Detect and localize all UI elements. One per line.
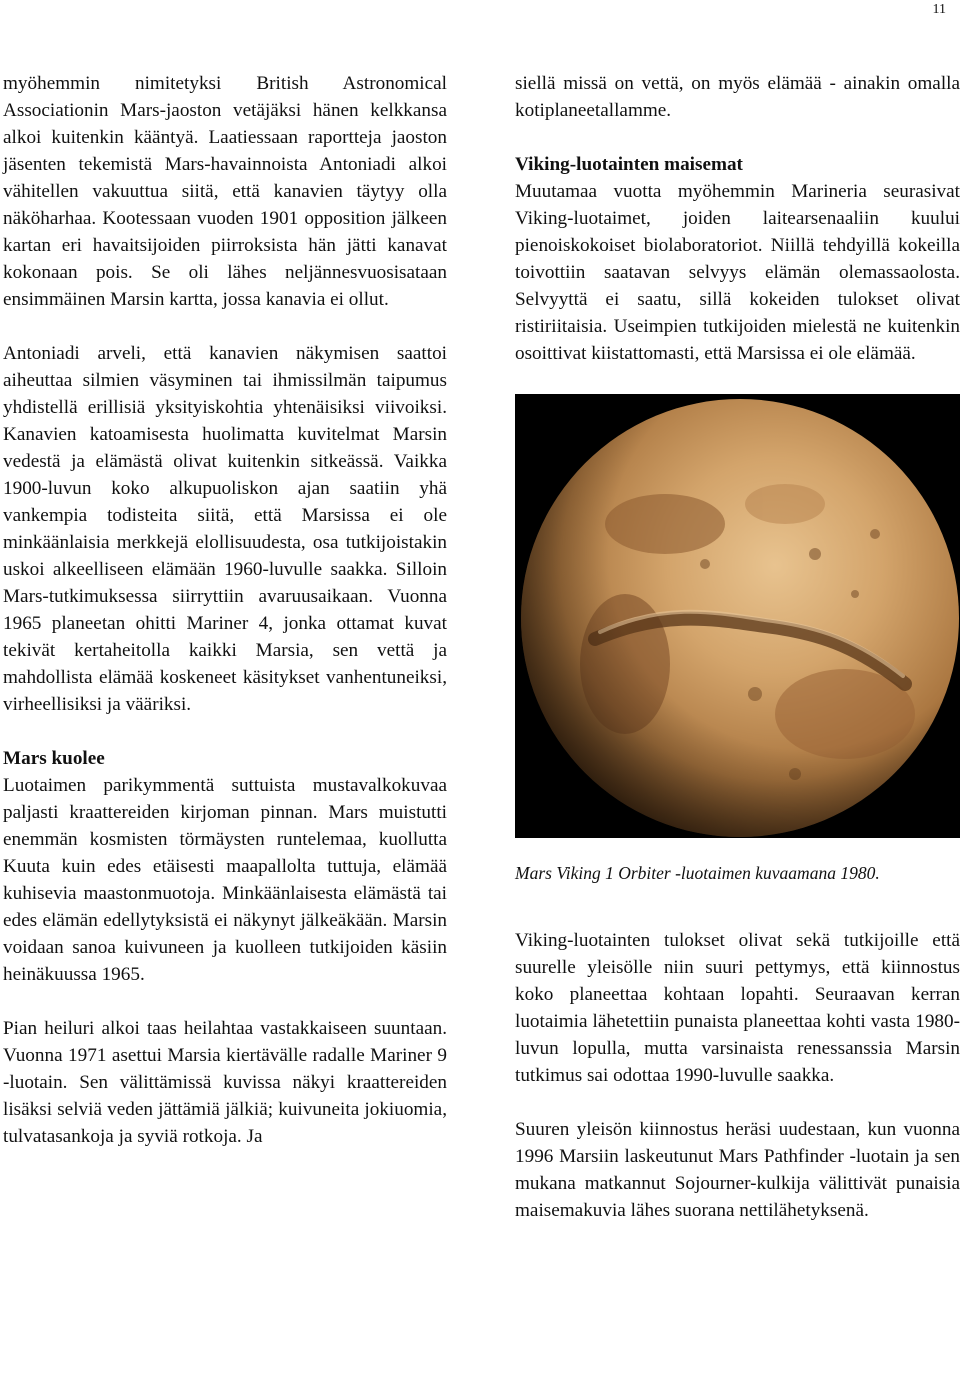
left-paragraph-4: Pian heiluri alkoi taas heilahtaa vastakkaiseen suuntaan. Vuonna 1971 asettui Marsia kiertävälle radalle Mariner 9 -luotain. Sen välittämissä kuvissa näkyi kraattereiden lisäksi selviä veden jättämiä jälkiä; kuivuneita jokiuomia, tulvatasankoja ja syviä rotkoja. Ja	[3, 1018, 447, 1147]
left-paragraph-3: Luotaimen parikymmentä suttuista mustavalkokuvaa paljasti kraattereiden kirjoman pinnan. Mars muistutti enemmän kosmisten törmäysten runtelemaa, kuollutta Kuuta kuin edes etäisesti maapallolta tuttuja, elämää kuhisevia maastonmuotoja. Minkäänlaisesta elämästä tai edes elämän edellytyksistä ei näkynyt jälkeäkään. Marsin voidaan sanoa kuivuneen ja kuolleen tutkijoiden käsiin heinäkuussa 1965.	[3, 775, 447, 985]
image-caption: Mars Viking 1 Orbiter -luotaimen kuvaamana 1980.	[515, 863, 880, 883]
mars-photo	[515, 394, 960, 838]
left-column	[3, 70, 447, 1150]
right-paragraph-4: Suuren yleisön kiinnostus heräsi uudestaan, kun vuonna 1996 Marsiin laskeutunut Mars Pathfinder -luotain ja sen mukana matkannut Sojourner-kulkija välittivät punaisia maisemakuvia lähes suorana nettilähetyksenä.	[515, 1119, 960, 1221]
left-paragraph-2: Antoniadi arveli, että kanavien näkymisen saattoi aiheuttaa silmien väsyminen tai ihmissilmän taipumus yhdistellä erillisiä yksityiskohtia yhtenäisiksi viivoiksi. Kanavien katoamisesta huolimatta kuvitelmat Marsin vedestä ja elämästä olivat kuitenkin sitkeässä. Vaikka 1900-luvun koko alkupuoliskon ajan saatiin yhä vankempia todisteita siitä, että Marsissa ei ole minkäänlaisia merkkejä elollisuudesta, osa tutkijoistakin uskoi alkeelliseen elämään 1960-luvulle saakka. Silloin Mars-tutkimuksessa siirryttiin avaruusaikaan. Vuonna 1965 planeetan ohitti Mariner 4, jonka ottamat kuvat tekivät kertaheitolla kaikki Marsia, sen vettä ja mahdollista elämää koskeneet käsitykset vanhentuneiksi, virheellisiksi ja vääriksi.	[3, 343, 447, 715]
section-heading-mars-kuolee: Mars kuolee	[3, 748, 105, 769]
page-number: 11	[932, 2, 946, 17]
right-paragraph-1: siellä missä on vettä, on myös elämää - ainakin omalla kotiplaneetallamme.	[515, 73, 960, 121]
right-paragraph-2: Muutamaa vuotta myöhemmin Marineria seurasivat Viking-luotaimet, joiden laitearsenaaliin kuului pienoiskokoiset biolaboratoriot. Niillä tehdyillä kokeilla toivottiin saatavan selvyys elämän olemassaolosta. Selvyyttä ei saatu, sillä kokeiden tulokset olivat ristiriitaisia. Useimpien tutkijoiden mielestä ne kuitenkin osoittivat kiistattomasti, että Marsissa ei ole elämää.	[515, 181, 960, 364]
mars-globe-image	[515, 394, 960, 838]
right-column	[515, 70, 960, 1224]
section-heading-viking: Viking-luotainten maisemat	[515, 154, 743, 175]
left-paragraph-1: myöhemmin nimitetyksi British Astronomical Associationin Mars-jaoston vetäjäksi hänen kelkkansa alkoi kuitenkin kääntyä. Laatiessaan raportteja jaoston jäsenten tekemistä Mars-havainnoista Antoniadi alkoi vähitellen vakuuttua siitä, että kanavien täytyy olla näköharhaa. Kootessaan vuoden 1901 opposition jälkeen kartan eri havaitsijoiden piirroksista hän jätti kanavat kokonaan pois. Se oli lähes neljännesvuosisataan ensimmäinen Marsin kartta, jossa kanavia ei ollut.	[3, 73, 447, 310]
right-paragraph-3: Viking-luotainten tulokset olivat sekä tutkijoille että suurelle yleisölle niin suuri pettymys, että kiinnostus koko planeettaa kohtaan lopahti. Seuraavan kerran luotaimia lähetettiin punaista planeettaa kohti vasta 1980-luvun lopulla, mutta varsinaista renessanssia Marsin tutkimus sai odottaa 1990-luvulle saakka.	[515, 930, 960, 1086]
